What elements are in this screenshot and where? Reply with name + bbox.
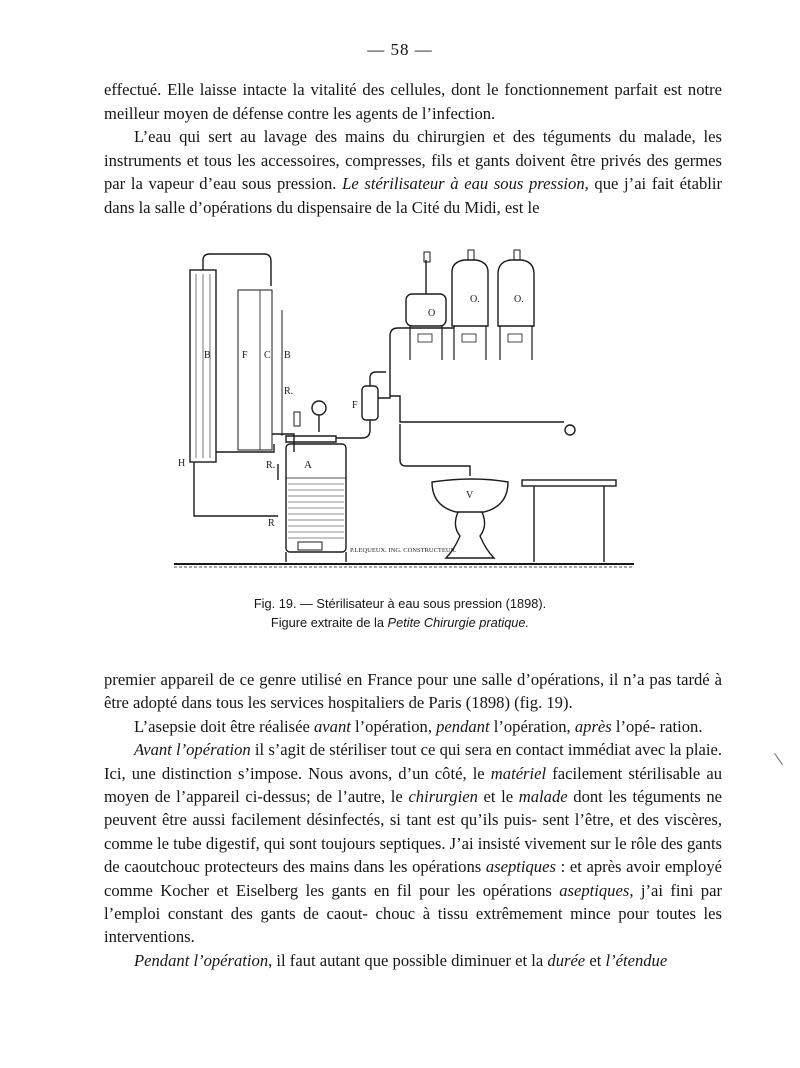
text-span: l’opération, <box>489 716 575 736</box>
label-o3: O. <box>514 294 524 305</box>
text-span: facilement stérilisable au moyen de l’appareil ci-dessus; de l’autre, le <box>104 763 723 807</box>
stray-mark <box>774 753 783 765</box>
label-o1: O <box>428 308 436 319</box>
caption-text: Figure extraite de la <box>270 615 388 630</box>
filter <box>362 386 378 420</box>
italic-span: pendant <box>436 716 490 736</box>
label-c: C <box>264 350 271 361</box>
label-b1: B <box>204 350 211 361</box>
sterilizer-figure <box>174 246 634 576</box>
text-span: , il faut autant que possible diminuer et la <box>268 950 548 970</box>
maker-label: P.LEQUEUX. ING. CONSTRUCTEUR. <box>350 547 457 554</box>
text-span: dont les téguments ne peuvent être aussi facilement désinfectés, si tant est qu’ils puis- sent l’être, et des viscères, comme le tube digestif, qui sont toujours septiques. J’ai insisté vivement sur le rôle des gants de caoutchouc protecteurs des mains dans les opérations <box>104 787 723 877</box>
text-span: l’opé- ration. <box>611 716 703 736</box>
label-v: V <box>466 490 474 501</box>
italic-span: Avant l’opération <box>134 740 251 760</box>
italic-span: Pendant l’opération <box>134 950 269 970</box>
figure-caption-line-2 <box>0 613 800 632</box>
paragraph-3 <box>104 668 722 715</box>
text-span: que j’ai fait établir dans la salle d’opérations du dispensaire de la Cité du Midi, est le <box>104 174 722 217</box>
paragraph-4 <box>104 715 722 738</box>
text-span: premier appareil de ce genre utilisé en France pour une salle d’opérations, il n’a pas tardé à être adopté dans tous les services hospitaliers de Paris (1898) (fig. 19). <box>104 670 722 713</box>
text-span: L’eau qui sert au lavage des mains du chirurgien et des téguments du malade, les instruments et tous les accessoires, compresses, fils et gants doivent être privés des germes par la vapeur d’eau sous pression. <box>104 127 722 193</box>
reservoir-3 <box>498 260 534 326</box>
label-h: H <box>178 458 186 469</box>
second-column <box>238 290 272 450</box>
label-r3: R <box>268 518 275 529</box>
sterilizer-diagram <box>174 246 634 576</box>
paragraph-5 <box>104 738 722 949</box>
label-a: A <box>304 459 312 471</box>
label-r2: R. <box>266 460 276 471</box>
label-r1: R. <box>284 386 294 397</box>
paragraph-6 <box>104 949 722 972</box>
text-span: il s’agit de stériliser tout ce qui sera en contact immédiat avec la plaie. Ici, une distinction s’impose. Nous avons, d’un côté, le <box>104 740 722 783</box>
caption-italic: Petite Chirurgie pratique. <box>387 615 530 630</box>
italic-span: l’étendue <box>605 950 668 970</box>
label-o2: O. <box>470 294 480 305</box>
text-span: l’opération, <box>350 716 437 736</box>
italic-span: Le stérilisateur à eau sous pression, <box>342 174 589 193</box>
text-span: , j’ai fini par l’emploi constant des gants de caout- chouc à tissu extrêmement mince pour toutes les interventions. <box>104 880 722 947</box>
italic-span: malade <box>518 787 568 807</box>
italic-span: après <box>574 716 612 736</box>
paragraph-2 <box>104 125 722 219</box>
italic-span: chirurgien <box>408 787 478 807</box>
reservoir-2 <box>452 260 488 326</box>
boiler <box>286 444 346 552</box>
text-span: : et après avoir employé comme Kocher et Eiselberg les gants en fil pour les opérations <box>104 857 722 900</box>
label-f2: F <box>352 400 358 411</box>
bottom-text-block <box>104 668 722 972</box>
italic-span: avant <box>314 716 351 736</box>
text-span: et <box>585 950 606 970</box>
italic-span: aseptiques <box>485 857 556 877</box>
manometer-icon <box>312 401 326 415</box>
text-span: L’asepsie doit être réalisée <box>134 716 314 736</box>
paragraph-1 <box>104 78 722 125</box>
label-f1: F <box>242 350 248 361</box>
italic-span: aseptiques <box>559 880 630 900</box>
top-text-block <box>104 78 722 219</box>
italic-span: durée <box>547 950 586 970</box>
text-span: effectué. Elle laisse intacte la vitalité des cellules, dont le fonctionnement parfait est notre meilleur moyen de défense contre les agents de l’infection. <box>104 80 722 123</box>
table <box>522 480 616 486</box>
tap-icon <box>565 425 575 435</box>
text-span: et le <box>477 787 519 807</box>
figure-caption-line-1: Fig. 19. — Stérilisateur à eau sous pression (1898). <box>253 596 547 611</box>
label-b2: B <box>284 350 291 361</box>
reservoir-1 <box>406 294 446 326</box>
italic-span: matériel <box>490 763 547 783</box>
page-number: — 58 — <box>367 40 433 59</box>
